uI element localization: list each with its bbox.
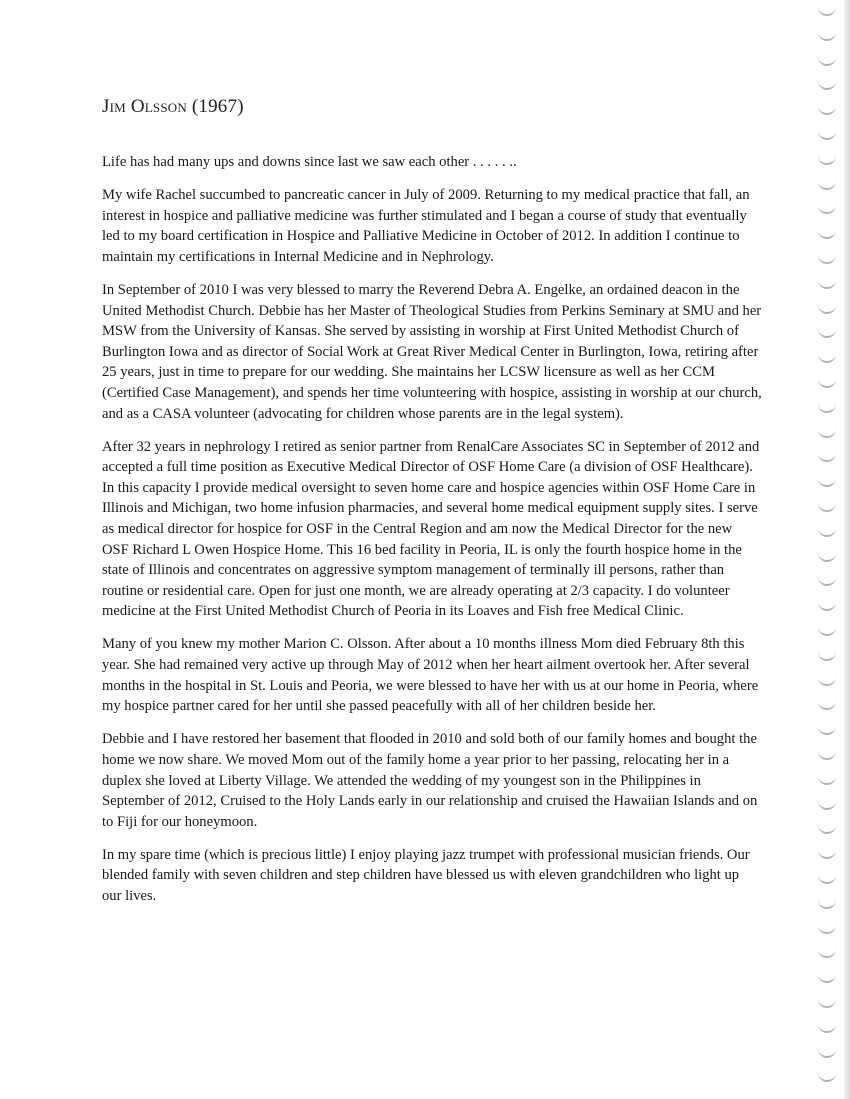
spiral-binding-hole-icon [818,800,836,810]
paragraph-spare-time: In my spare time (which is precious little) I enjoy playing jazz trumpet with professional musician friends. Our blended family with seven children and step children have blessed us with eleven grandchildren who light up our lives. [102,846,750,904]
spiral-binding-hole-icon [818,1023,836,1033]
spiral-binding-hole-icon [818,180,836,190]
spiral-binding-hole-icon [818,105,836,115]
spiral-binding-hole-icon [818,328,836,338]
spiral-binding-hole-icon [818,527,836,537]
spiral-binding-hole-icon [818,80,836,90]
spiral-binding-hole-icon [818,700,836,710]
spiral-binding-hole-icon [818,254,836,264]
paragraph-marriage-debbie: In September of 2010 I was very blessed to marry the Reverend Debra A. Engelke, an ordained deacon in the United Methodist Church. Debbie has her Master of Theological Studies from Perkins Seminary at SMU and her MSW from the University of Kansas. She served by assisting in worship at First United Methodist Church of Burlington Iowa and as director of Social Work at Great River Medical Center in Burlington, Iowa, retiring after 25 years, just in time to prepare for our wedding. She maintains her LCSW licensure as well as her CCM (Certified Case Management), and spends her time volunteering with hospice, assisting in worship at our church, and as a CASA volunteer (advocating for children whose parents are in the legal system). [102,281,762,422]
spiral-binding-hole-icon [818,552,836,562]
spiral-binding-hole-icon [818,155,836,165]
spiral-binding-hole-icon [818,775,836,785]
spiral-binding-hole-icon [818,130,836,140]
spiral-binding-hole-icon [818,304,836,314]
spiral-binding-hole-icon [818,626,836,636]
spiral-binding-hole-icon [818,279,836,289]
spiral-binding-hole-icon [818,576,836,586]
spiral-binding-hole-icon [818,31,836,41]
spiral-binding-hole-icon [818,353,836,363]
paragraph-homes-travel: Debbie and I have restored her basement that flooded in 2010 and sold both of our family homes and bought the home we now share. We moved Mom out of the family home a year prior to her passing, relocating her in a duplex she loved at Liberty Village. We attended the wedding of my youngest son in the Philippines in September of 2012, Cruised to the Holy Lands early in our relationship and cruised the Hawaiian Islands and on to Fiji for our honeymoon. [102,731,758,830]
spiral-binding-hole-icon [818,601,836,611]
spiral-binding-hole-icon [818,477,836,487]
spiral-binding-hole-icon [818,824,836,834]
spiral-binding-hole-icon [818,452,836,462]
paragraph-intro: Life has had many ups and downs since last we saw each other . . . . . .. [102,154,517,170]
paragraph-wife-rachel: My wife Rachel succumbed to pancreatic cancer in July of 2009. Returning to my medical practice that fall, an interest in hospice and palliative medicine was further stimulated and I began a course of study that eventually led to my board certification in Hospice and Palliative Medicine in October of 2012. In addition I continue to maintain my certifications in Internal Medicine and in Nephrology. [102,187,750,265]
spiral-binding-hole-icon [818,750,836,760]
paragraph-mother: Many of you knew my mother Marion C. Olsson. After about a 10 months illness Mom died February 8th this year. She had remained very active up through May of 2012 when her heart ailment overtook her. After several months in the hospital in St. Louis and Peoria, we were blessed to have her with us at our home in Peoria, where my hospice partner cared for her until she passed peacefully with all of her children beside her. [102,636,759,715]
page-title: Jim Olsson (1967) [102,96,244,117]
paragraph-career: After 32 years in nephrology I retired as senior partner from RenalCare Associates SC in September of 2012 and accepted a full time position as Executive Medical Director of OSF Home Care (a division of OSF Healthcare). In this capacity I provide medical oversight to seven home care and hospice agencies within OSF Home Care in Illinois and Michigan, two home infusion pharmacies, and several home medical equipment supply sites. I serve as medical director for hospice for OSF in the Central Region and am now the Medical Director for the new OSF Richard L Owen Hospice Home. This 16 bed facility in Peoria, IL is only the fourth hospice home in the state of Illinois and concentrates on aggressive symptom management of terminally ill persons, rather than routine or residential care. Open for just one month, we are already operating at 2/3 capacity. I do volunteer medicine at the First United Methodist Church of Peoria in its Loaves and Fish free Medical Clinic. [102,438,760,620]
spiral-binding-hole-icon [818,899,836,909]
spiral-binding [812,0,844,1099]
spiral-binding-hole-icon [818,204,836,214]
spiral-binding-hole-icon [818,849,836,859]
spiral-binding-hole-icon [818,651,836,661]
spiral-binding-hole-icon [818,725,836,735]
spiral-binding-hole-icon [818,676,836,686]
document-body [102,152,762,919]
spiral-binding-hole-icon [818,378,836,388]
spiral-binding-hole-icon [818,502,836,512]
spiral-binding-hole-icon [818,1048,836,1058]
spiral-binding-hole-icon [818,428,836,438]
spiral-binding-hole-icon [818,229,836,239]
spiral-binding-hole-icon [818,874,836,884]
spiral-binding-hole-icon [818,6,836,16]
spiral-binding-hole-icon [818,998,836,1008]
spiral-binding-hole-icon [818,924,836,934]
spiral-binding-hole-icon [818,403,836,413]
spiral-binding-hole-icon [818,56,836,66]
page-edge-shadow [844,0,850,1099]
spiral-binding-hole-icon [818,1072,836,1082]
spiral-binding-hole-icon [818,973,836,983]
spiral-binding-hole-icon [818,948,836,958]
